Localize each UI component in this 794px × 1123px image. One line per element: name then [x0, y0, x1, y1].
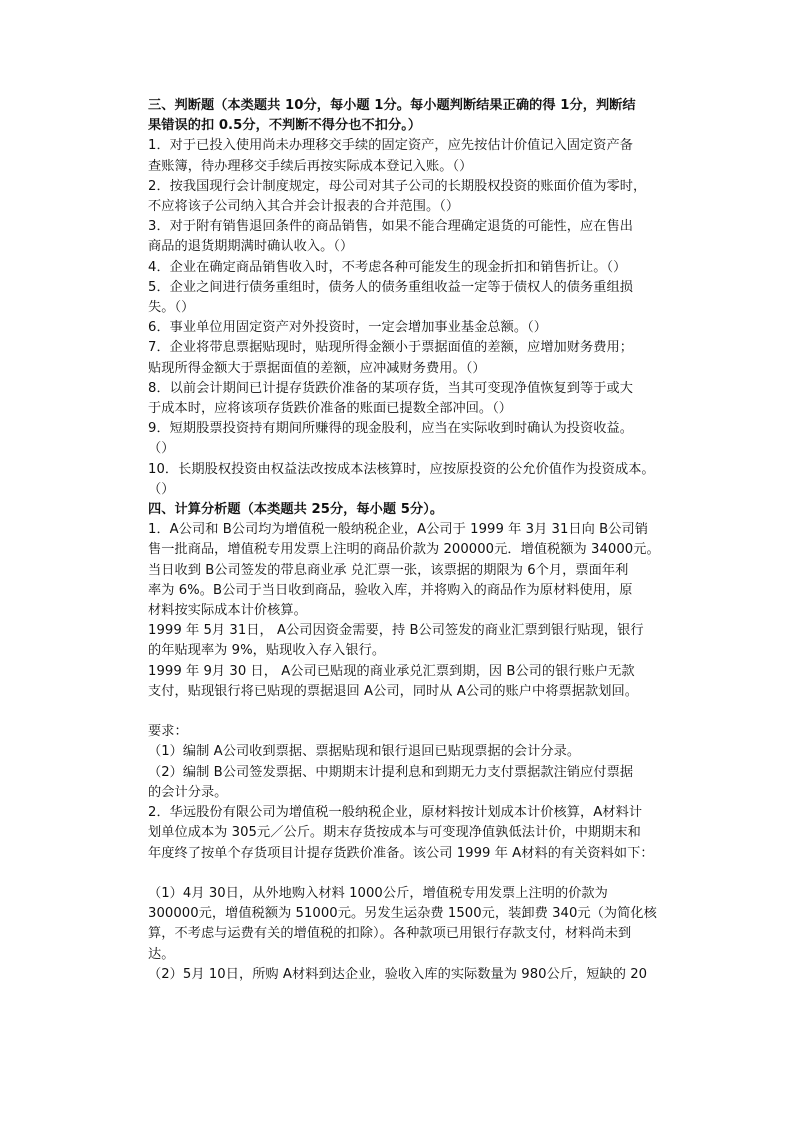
requirement-2 — [148, 763, 688, 803]
question-line: 率为 6%。B公司于当日收到商品，验收入库，并将购入的商品作为原材料使用，原 — [148, 582, 633, 598]
judgment-question-9 — [148, 419, 688, 459]
question-line: （2）5月 10日，所购 A材料到达企业，验收入库的实际数量为 980公斤，短缺的 20 — [148, 966, 648, 982]
question-line: 1．A公司和 B公司均为增值税一般纳税企业，A公司于 1999 年 3月 31日向 B公司销 — [148, 522, 648, 538]
question-line: 年度终了按单个存货项目计提存货跌价准备。该公司 1999 年 A材料的有关资料如下： — [148, 845, 654, 861]
question-line: 4．企业在确定商品销售收入时，不考虑各种可能发生的现金折扣和销售折让。（） — [148, 259, 627, 275]
judgment-question-1 — [148, 136, 688, 176]
blank-line — [148, 864, 688, 884]
question-line: 9．短期股票投资持有期间所赚得的现金股利，应当在实际收到时确认为投资收益。 — [148, 421, 633, 437]
section3-heading — [148, 96, 688, 136]
question-line: 售一批商品，增值税专用发票上注明的商品价款为 200000元．增值税额为 34000元。 — [148, 542, 660, 558]
requirement-line: 的会计分录。 — [148, 784, 228, 800]
question-line: 的年贴现率为 9%，贴现收入存入银行。 — [148, 643, 386, 659]
blank-line — [148, 702, 688, 722]
calculation-question-1 — [148, 520, 688, 702]
question-line: （） — [148, 481, 175, 497]
question-line: 300000元，增值税额为 51000元。另发生运杂费 1500元，装卸费 340元（为简化核 — [148, 906, 657, 922]
judgment-question-7 — [148, 338, 688, 378]
question-line: 1．对于已投入使用尚未办理移交手续的固定资产，应先按估计价值记入固定资产备 — [148, 138, 633, 154]
question-line: 3．对于附有销售退回条件的商品销售，如果不能合理确定退货的可能性，应在售出 — [148, 219, 633, 235]
question-2-details — [148, 884, 688, 985]
requirements-label: 要求： — [148, 724, 188, 740]
question-line: （） — [148, 441, 175, 457]
question-line: 当日收到 B公司签发的带息商业承 兑汇票一张，该票据的期限为 6个月，票面年利 — [148, 562, 629, 578]
question-line: 商品的退货期期满时确认收入。（） — [148, 239, 354, 255]
question-line: 10．长期股权投资由权益法改按成本法核算时，应按原投资的公允价值作为投资成本。 — [148, 461, 655, 477]
calculation-question-2 — [148, 803, 688, 864]
question-line: 达。 — [148, 946, 175, 962]
question-line: 6．事业单位用固定资产对外投资时，一定会增加事业基金总额。（） — [148, 320, 547, 336]
judgment-question-4 — [148, 258, 688, 278]
judgment-question-2 — [148, 177, 688, 217]
question-line: 8．以前会计期间已计提存货跌价准备的某项存货，当其可变现净值恢复到等于或大 — [148, 380, 633, 396]
section4-heading: 四、计算分析题（本类题共 25分，每小题 5分）。 — [148, 502, 444, 518]
question-line: 1999 年 5月 31日， A公司因资金需要，持 B公司签发的商业汇票到银行贴现，银行 — [148, 623, 644, 639]
question-line: 7．企业将带息票据贴现时，贴现所得金额小于票据面值的差额，应增加财务费用； — [148, 340, 633, 356]
question-line: 1999 年 9月 30 日， A公司已贴现的商业承兑汇票到期，因 B公司的银行账户无款 — [148, 663, 635, 679]
judgment-question-6 — [148, 318, 688, 338]
question-line: （1）4月 30日，从外地购入材料 1000公斤，增值税专用发票上注明的价款为 — [148, 885, 608, 901]
requirement-line: （2）编制 B公司签发票据、中期期末计提利息和到期无力支付票据款注销应付票据 — [148, 764, 634, 780]
section3-heading-line: 三、判断题（本类题共 10分，每小题 1分。每小题判断结果正确的得 1分，判断结 — [148, 98, 636, 113]
judgment-question-5 — [148, 278, 688, 318]
section3-heading-line: 果错误的扣 0.5分，不判断不得分也不扣分。） — [148, 118, 422, 134]
document-page — [148, 96, 688, 985]
question-line: 材料按实际成本计价核算。 — [148, 603, 307, 619]
judgment-question-8 — [148, 379, 688, 419]
judgment-question-3 — [148, 217, 688, 257]
judgment-question-10 — [148, 460, 688, 500]
question-line: 查账簿，待办理移交手续后再按实际成本登记入账。（） — [148, 158, 473, 174]
question-line: 5．企业之间进行债务重组时，债务人的债务重组收益一定等于债权人的债务重组损 — [148, 279, 633, 295]
requirement-1: （1）编制 A公司收到票据、票据贴现和银行退回已贴现票据的会计分录。 — [148, 744, 581, 760]
question-line: 支付，贴现银行将已贴现的票据退回 A公司，同时从 A公司的账户中将票据款划回。 — [148, 683, 638, 699]
question-line: 于成本时，应将该项存货跌价准备的账面已提数全部冲回。（） — [148, 401, 513, 417]
question-line: 划单位成本为 305元／公斤。期末存货按成本与可变现净值孰低法计价，中期期末和 — [148, 825, 641, 841]
question-line: 失。（） — [148, 300, 195, 316]
question-line: 算，不考虑与运费有关的增值税的扣除）。各种款项已用银行存款支付，材料尚未到 — [148, 926, 632, 942]
question-line: 2．华远股份有限公司为增值税一般纳税企业，原材料按计划成本计价核算，A材料计 — [148, 805, 643, 821]
question-line: 贴现所得金额大于票据面值的差额，应冲减财务费用。（） — [148, 360, 486, 376]
question-line: 2．按我国现行会计制度规定，母公司对其子公司的长期股权投资的账面价值为零时， — [148, 178, 647, 194]
question-line: 不应将该子公司纳入其合并会计报表的合并范围。（） — [148, 199, 460, 215]
